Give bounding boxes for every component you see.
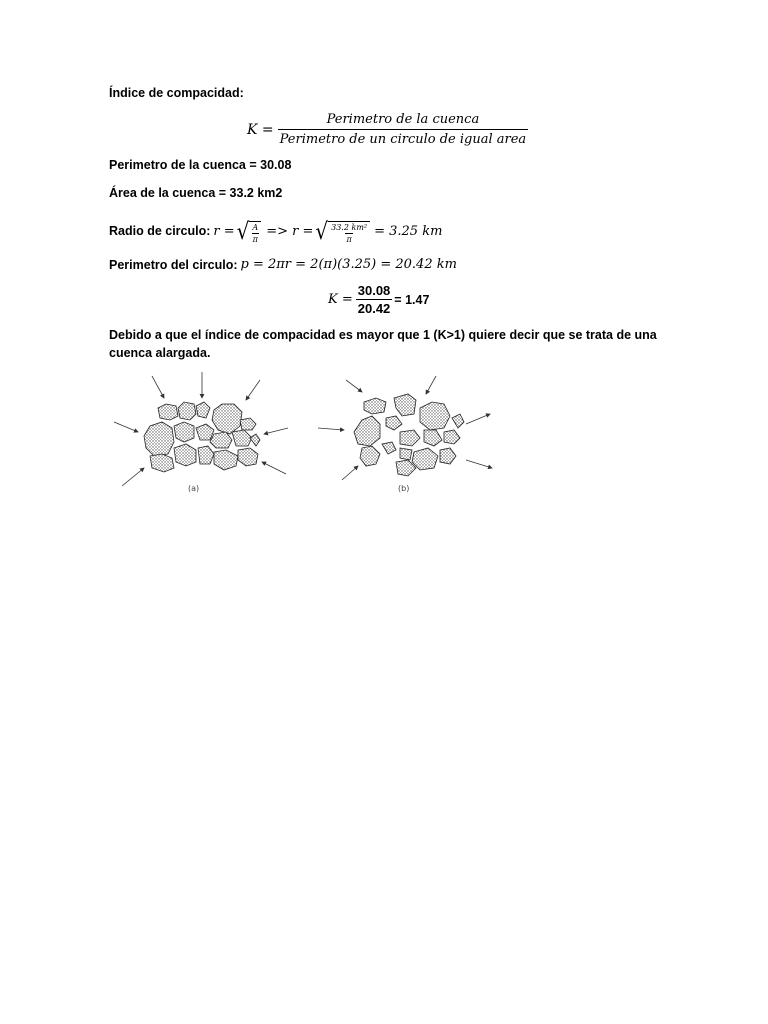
caption-b: (b): [398, 484, 410, 493]
basin-area-line: Área de la cuenca = 33.2 km2: [109, 186, 283, 200]
sqrt2-numerator: 33.2 km²: [331, 222, 368, 232]
circle-radius-line: [109, 216, 442, 246]
result-lhs: K =: [328, 292, 353, 307]
sqrt1-denominator: π: [252, 234, 258, 244]
circle-perimeter-expression: p = 2πr = 2(π)(3.25) = 20.42 km: [240, 257, 457, 272]
soil-grains-figure: [110, 368, 500, 496]
result-denominator: 20.42: [357, 301, 391, 316]
formula-fraction: [278, 112, 529, 147]
circle-perimeter-label: Perimetro del circulo:: [109, 257, 238, 272]
sqrt1-numerator: A: [252, 222, 259, 232]
radius-result: = 3.25 km: [374, 223, 443, 239]
conclusion-paragraph: Debido a que el índice de compacidad es mayor que 1 (K>1) quiere decir que se trata de una cuenca alargada.: [109, 328, 657, 360]
compactness-result: [328, 283, 429, 316]
circle-perimeter-line: [109, 257, 457, 272]
formula-lhs: K =: [247, 121, 274, 138]
result-numerator: 30.08: [357, 283, 391, 298]
grains-panel-b: [354, 394, 464, 476]
section-heading: Índice de compacidad:: [109, 86, 244, 100]
formula-numerator: Perimetro de la cuenca: [326, 112, 480, 127]
radius-r-eq: r =: [213, 223, 235, 239]
caption-a: (a): [188, 484, 200, 493]
basin-perimeter-line: Perimetro de la cuenca = 30.08: [109, 158, 292, 172]
result-value: = 1.47: [394, 292, 430, 307]
sqrt-area-over-pi: √ $\frac{\text{33.2 km²}}{\pi}$: [315, 218, 370, 244]
compactness-formula: [247, 112, 528, 147]
grains-panel-a: [144, 402, 260, 472]
radius-implies: => r =: [266, 223, 314, 239]
radius-label: Radio de circulo:: [109, 224, 211, 238]
result-fraction: [356, 283, 393, 316]
formula-denominator: Perimetro de un circulo de igual area: [278, 129, 529, 147]
sqrt-a-over-pi: √ $\frac{A}{\pi}$: [237, 218, 262, 244]
sqrt2-denominator: π: [346, 234, 352, 244]
